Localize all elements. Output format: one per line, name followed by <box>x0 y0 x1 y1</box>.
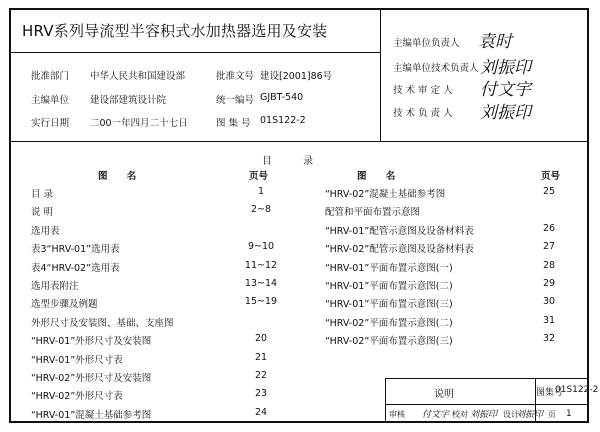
toc-entry <box>31 351 268 366</box>
toc-entry-name: 配管和平面布置示意图 <box>325 207 421 219</box>
page-number: 1 <box>566 409 572 419</box>
toc-entry <box>325 259 556 274</box>
toc-entry <box>325 222 556 237</box>
toc-entry-page: 24 <box>254 406 268 418</box>
toc-entry-page: 1 <box>257 186 265 197</box>
toc-entry <box>325 314 556 329</box>
meta-label-2: 主编单位 <box>31 95 70 106</box>
meta-label-1: 批准部门 <box>31 71 70 82</box>
title-block-top-rule <box>385 378 587 379</box>
toc-entry-page: 32 <box>542 333 556 345</box>
toc-entry <box>31 259 278 274</box>
signature-2: 刘振印 <box>480 58 531 78</box>
sheet-name: 说明 <box>434 389 454 400</box>
toc-entry-page: 26 <box>542 222 556 234</box>
toc-entry-page: 11~12 <box>244 259 278 271</box>
toc-entry-name: “HRV-02”外形尺寸及安装图 <box>31 373 152 384</box>
toc-entry-page: 30 <box>542 296 556 308</box>
toc-entry-page: 31 <box>542 314 556 326</box>
toc-entry-name: 目 录 <box>31 189 54 200</box>
check-label: 校对 <box>452 410 468 419</box>
toc-entry-page: 2~8 <box>250 204 272 216</box>
meta-value2-2: GJBT-540 <box>260 92 304 103</box>
review-signature: 付文宇 <box>422 410 450 420</box>
meta-label-3: 实行日期 <box>31 118 70 129</box>
meta-label2-2: 统一编号 <box>216 95 255 106</box>
toc-entry-name: 外形尺寸及安装图、基础、支座图 <box>31 317 174 329</box>
toc-entry-name: 表3“HRV-01”选用表 <box>31 244 120 256</box>
toc-entry <box>31 388 268 403</box>
toc-entry <box>31 241 275 256</box>
toc-entry <box>325 204 420 218</box>
toc-entry-name: 表4“HRV-02”选用表 <box>31 262 120 274</box>
toc-entry-page: 9~10 <box>247 241 275 253</box>
toc-entry <box>325 333 556 348</box>
toc-left-name-header: 图 名 <box>98 171 145 182</box>
signature-4: 刘振印 <box>480 103 531 123</box>
page-label: 页 <box>548 410 556 419</box>
toc-entry-page: 21 <box>254 351 268 363</box>
toc-entry-page: 29 <box>542 278 556 289</box>
toc-entry-name: “HRV-02”配管示意图及设备材料表 <box>325 244 474 256</box>
check-signature: 刘振印 <box>470 410 498 420</box>
toc-entry-page: 15~19 <box>244 296 278 308</box>
toc-entry-name: “HRV-01”平面布置示意图(二) <box>325 281 453 292</box>
title-underline <box>11 52 380 53</box>
toc-entry-name: “HRV-01”平面布置示意图(一) <box>325 262 453 274</box>
toc-entry <box>31 204 272 219</box>
toc-entry <box>31 315 174 329</box>
title-block-mid-rule <box>385 404 587 405</box>
toc-entry <box>31 223 60 237</box>
toc-entry-name: “HRV-02”混凝土基础参考图 <box>325 189 446 200</box>
title-block-left-rule <box>385 378 386 423</box>
responsible-role-2: 主编单位技术负责人 <box>393 63 479 74</box>
responsible-role-3: 技 术 审 定 人 <box>393 85 453 96</box>
responsible-role-1: 主编单位负责人 <box>393 38 460 49</box>
meta-label2-1: 批准文号 <box>216 71 255 82</box>
toc-entry-name: “HRV-01”配管示意图及设备材料表 <box>325 225 474 237</box>
toc-entry-page: 25 <box>542 186 556 197</box>
toc-entry-name: “HRV-02”外形尺寸表 <box>31 391 123 403</box>
toc-entry-page: 22 <box>254 370 268 381</box>
header-bottom-rule <box>11 141 587 142</box>
toc-entry-page: 13~14 <box>244 278 278 289</box>
toc-entry <box>31 296 278 311</box>
toc-left-page-header: 页号 <box>249 171 269 182</box>
toc-entry-name: “HRV-01”外形尺寸及安装图 <box>31 336 152 348</box>
meta-value-3: 二00一年四月二十七日 <box>90 118 188 129</box>
toc-entry <box>31 278 278 292</box>
design-label: 设计 <box>503 410 519 419</box>
signature-3: 付文宇 <box>480 80 531 100</box>
toc-entry <box>31 186 265 200</box>
header-divider <box>380 10 381 141</box>
toc-entry-page: 20 <box>254 333 268 345</box>
toc-title: 目 录 <box>262 156 328 167</box>
design-signature: 刘振印 <box>516 410 544 420</box>
toc-entry-name: “HRV-01”平面布置示意图(三) <box>325 299 453 311</box>
toc-entry-page: 28 <box>542 259 556 271</box>
atlas-label: 图集号 <box>536 388 564 398</box>
toc-entry <box>31 406 268 421</box>
toc-right-name-header: 图 名 <box>357 171 404 182</box>
toc-entry-page: 23 <box>254 388 268 400</box>
toc-entry-name: “HRV-02”平面布置示意图(三) <box>325 336 453 348</box>
signature-1: 袁时 <box>478 32 512 52</box>
review-label: 审核 <box>389 410 405 419</box>
meta-value-2: 建设部建筑设计院 <box>90 95 167 106</box>
responsible-role-4: 技 术 负 责 人 <box>393 108 453 119</box>
toc-entry <box>325 186 556 200</box>
toc-entry <box>325 296 556 311</box>
page-title: HRV系列导流型半容积式水加热器选用及安装 <box>22 22 328 40</box>
toc-right-page-header: 页号 <box>541 171 561 182</box>
toc-entry-name: 说 明 <box>31 207 54 219</box>
toc-entry-name: “HRV-01”混凝土基础参考图 <box>31 409 152 421</box>
meta-value2-1: 建设[2001]86号 <box>260 71 333 82</box>
meta-value-1: 中华人民共和国建设部 <box>90 71 186 82</box>
toc-entry <box>325 278 556 292</box>
toc-entry <box>31 333 268 348</box>
meta-label2-3: 图 集 号 <box>216 118 251 129</box>
toc-entry <box>325 241 556 256</box>
toc-entry-page: 27 <box>542 241 556 253</box>
atlas-number: 01S122-2 <box>555 385 599 395</box>
toc-entry-name: “HRV-01”外形尺寸表 <box>31 354 123 366</box>
toc-entry-name: 选用表附注 <box>31 281 79 292</box>
toc-entry <box>31 370 268 384</box>
toc-entry-name: 选型步骤及例题 <box>31 299 98 311</box>
toc-entry-name: “HRV-02”平面布置示意图(二) <box>325 317 453 329</box>
meta-value2-3: 01S122-2 <box>260 115 306 126</box>
toc-entry-name: 选用表 <box>31 225 60 237</box>
